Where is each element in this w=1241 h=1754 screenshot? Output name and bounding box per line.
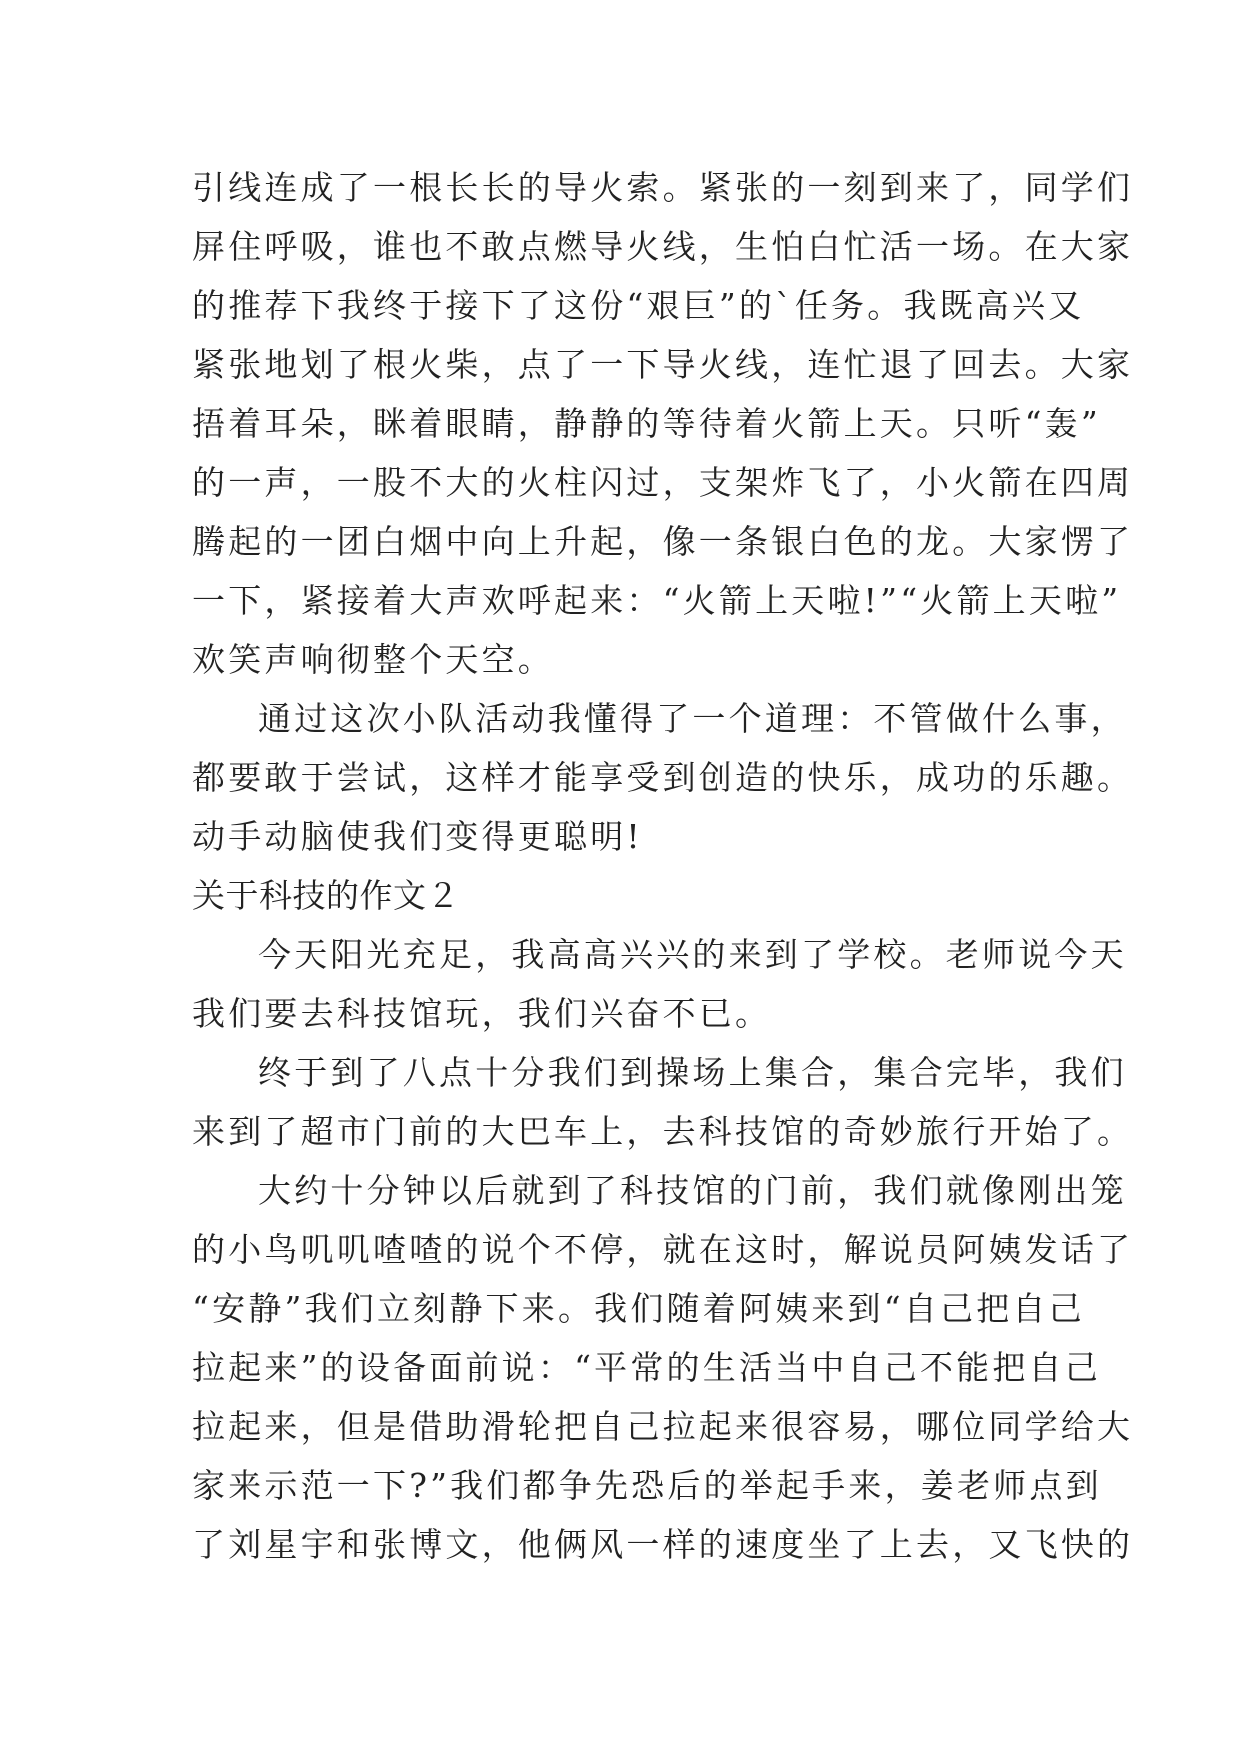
text-line: 腾起的一团白烟中向上升起，像一条银白色的龙。大家愣了 (192, 522, 1134, 561)
text-line: 紧张地划了根火柴，点了一下导火线，连忙退了回去。大家 (192, 345, 1134, 384)
text-line: 通过这次小队活动我懂得了一个道理：不管做什么事， (258, 699, 1127, 738)
text-line: 了刘星宇和张博文，他俩风一样的速度坐了上去，又飞快的 (192, 1525, 1134, 1564)
paragraph-lesson (192, 689, 1134, 866)
text-line: 都要敢于尝试，这样才能享受到创造的快乐，成功的乐趣。 (192, 758, 1134, 797)
text-line: 拉起来，但是借助滑轮把自己拉起来很容易，哪位同学给大 (192, 1407, 1134, 1446)
paragraph-science-museum (192, 1161, 1134, 1574)
paragraph-gathering (192, 1043, 1134, 1161)
text-line: 欢笑声响彻整个天空。 (192, 640, 554, 679)
text-line: 终于到了八点十分我们到操场上集合，集合完毕，我们 (258, 1053, 1127, 1092)
document-page (192, 158, 1134, 1574)
paragraph-rocket-launch (192, 158, 1134, 689)
text-line: 我们要去科技馆玩，我们兴奋不已。 (192, 994, 772, 1033)
text-line: 的一声，一股不大的火柱闪过，支架炸飞了，小火箭在四周 (192, 463, 1134, 502)
text-line: 屏住呼吸，谁也不敢点燃导火线，生怕白忙活一场。在大家 (192, 227, 1134, 266)
text-line: 今天阳光充足，我高高兴兴的来到了学校。老师说今天 (258, 935, 1127, 974)
text-line: 来到了超市门前的大巴车上，去科技馆的奇妙旅行开始了。 (192, 1112, 1134, 1151)
text-line: 的小鸟叽叽喳喳的说个不停，就在这时，解说员阿姨发话了 (192, 1230, 1134, 1269)
text-line: “安静”我们立刻静下来。我们随着阿姨来到“自己把自己 (192, 1289, 1085, 1328)
text-line: 动手动脑使我们变得更聪明! (192, 817, 643, 856)
text-line: 捂着耳朵，眯着眼睛，静静的等待着火箭上天。只听“轰” (192, 404, 1101, 443)
paragraph-sunny-day (192, 925, 1127, 1043)
text-line: 的推荐下我终于接下了这份“艰巨”的`任务。我既高兴又 (192, 286, 1085, 325)
text-line: 引线连成了一根长长的导火索。紧张的一刻到来了，同学们 (192, 168, 1134, 207)
text-line: 大约十分钟以后就到了科技馆的门前，我们就像刚出笼 (258, 1171, 1127, 1210)
text-line: 一下，紧接着大声欢呼起来：“火箭上天啦!”“火箭上天啦” (192, 581, 1122, 620)
text-line: 拉起来”的设备面前说：“平常的生活当中自己不能把自己 (192, 1348, 1101, 1387)
essay-heading: 关于科技的作文２ (192, 876, 460, 915)
text-line: 家来示范一下?”我们都争先恐后的举起手来，姜老师点到 (192, 1466, 1102, 1505)
